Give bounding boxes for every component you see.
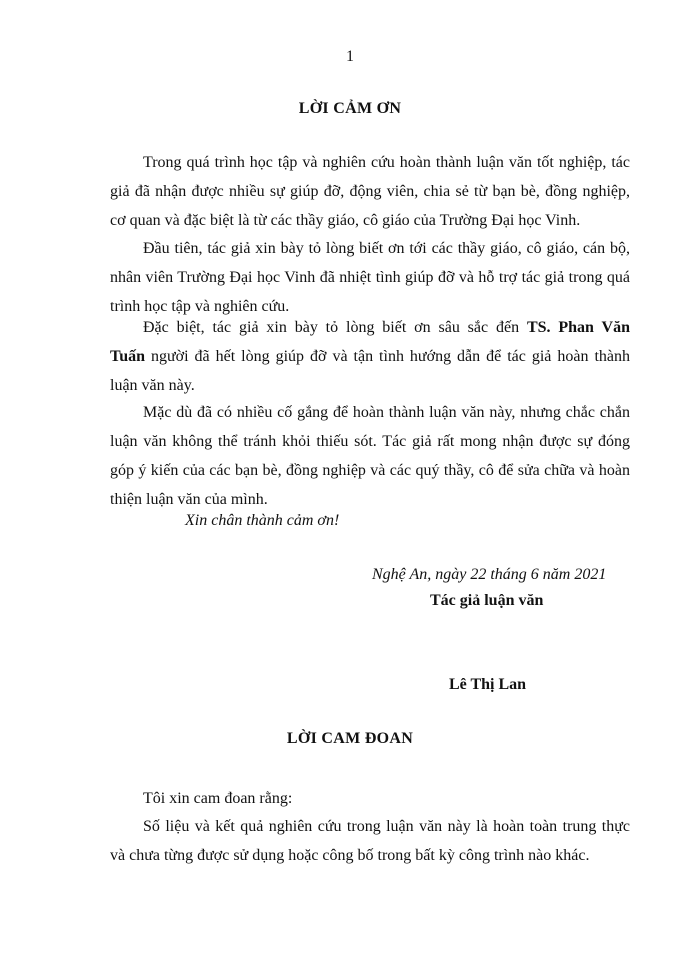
- text-line: và chưa từng được sử dụng hoặc công bố trong bất kỳ công trình nào khác.: [110, 847, 590, 864]
- acknowledgement-paragraph-3: [110, 313, 630, 400]
- text-line: Trong quá trình học tập và nghiên cứu hoàn thành luận văn tốt nghiệp, tác: [143, 154, 630, 171]
- text-line: Tôi xin cam đoan rằng:: [143, 790, 293, 807]
- signature-date: Nghệ An, ngày 22 tháng 6 năm 2021: [372, 566, 607, 583]
- text-line: Số liệu và kết quả nghiên cứu trong luận văn này là hoàn toàn trung thực: [143, 818, 630, 835]
- text-line: luận văn không thể tránh khỏi thiếu sót. Tác giả rất mong nhận được sự đóng: [110, 433, 630, 450]
- text-line: Đầu tiên, tác giả xin bày tỏ lòng biết ơn tới các thầy giáo, cô giáo, cán bộ,: [143, 240, 630, 257]
- signature-name: Lê Thị Lan: [449, 676, 527, 693]
- text-line: góp ý kiến của các bạn bè, đồng nghiệp và các quý thầy, cô để sửa chữa và hoàn: [110, 462, 630, 479]
- page-number: 1: [346, 48, 354, 65]
- text-line: [110, 313, 630, 342]
- text-line: thiện luận văn của mình.: [110, 491, 268, 508]
- advisor-name-part-2: Tuấn: [110, 348, 145, 365]
- text-run: người đã hết lòng giúp đỡ và tận tình hướng dẫn để tác giả hoàn thành: [145, 348, 630, 365]
- text-line: Mặc dù đã có nhiều cố gắng để hoàn thành luận văn này, nhưng chắc chắn: [143, 404, 630, 421]
- text-run: Đặc biệt, tác giả xin bày tỏ lòng biết ơn sâu sắc đến: [143, 319, 527, 336]
- text-line: nhân viên Trường Đại học Vinh đã nhiệt tình giúp đỡ và hỗ trợ tác giả trong quá: [110, 269, 630, 286]
- text-line: giả đã nhận được nhiều sự giúp đỡ, động viên, chia sẻ từ bạn bè, đồng nghiệp,: [110, 183, 630, 200]
- acknowledgement-paragraph-2: [110, 234, 630, 321]
- text-line: trình học tập và nghiên cứu.: [110, 298, 290, 315]
- declaration-paragraph-1: [143, 784, 623, 813]
- acknowledgement-title: LỜI CẢM ƠN: [298, 100, 402, 117]
- text-line: cơ quan và đặc biệt là từ các thầy giáo, cô giáo của Trường Đại học Vinh.: [110, 212, 581, 229]
- text-line: [110, 342, 630, 371]
- signature-role: Tác giả luận văn: [430, 592, 544, 609]
- declaration-title: LỜI CAM ĐOAN: [286, 730, 414, 747]
- acknowledgement-paragraph-1: [110, 148, 630, 235]
- acknowledgement-paragraph-4: [110, 398, 630, 514]
- closing-thanks: Xin chân thành cảm ơn!: [185, 512, 340, 529]
- advisor-name-part-1: TS. Phan Văn: [526, 319, 630, 336]
- declaration-paragraph-2: [110, 812, 630, 870]
- text-line: luận văn này.: [110, 377, 195, 394]
